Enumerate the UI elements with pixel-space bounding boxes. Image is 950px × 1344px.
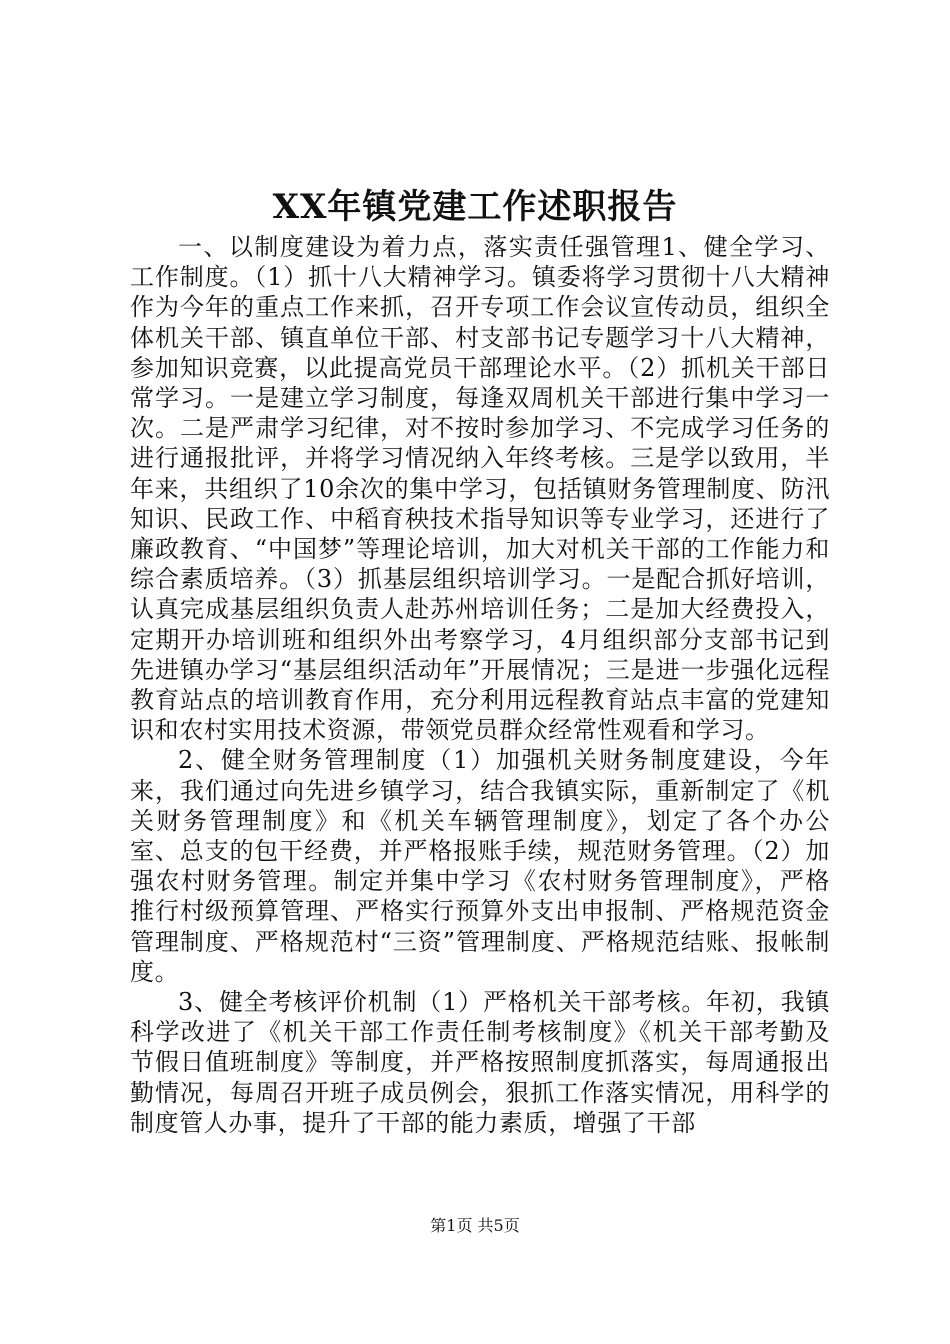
page-footer: 第1页 共5页 <box>430 1216 520 1235</box>
document-body <box>130 232 830 1138</box>
paragraph-3: 3、健全考核评价机制（1）严格机关干部考核。年初，我镇科学改进了《机关干部工作责任制考核制度》《机关干部考勤及节假日值班制度》等制度，并严格按照制度抓落实，每周通报出勤情况，每周召开班子成员例会，狠抓工作落实情况，用科学的制度管人办事，提升了干部的能力素质，增强了干部 <box>130 988 830 1137</box>
paragraph-1: 一、以制度建设为着力点，落实责任强管理1、健全学习、工作制度。（1）抓十八大精神学习。镇委将学习贯彻十八大精神作为今年的重点工作来抓，召开专项工作会议宣传动员，组织全体机关干部、镇直单位干部、村支部书记专题学习十八大精神，参加知识竞赛，以此提高党员干部理论水平。（2）抓机关干部日常学习。一是建立学习制度，每逢双周机关干部进行集中学习一次。二是严肃学习纪律，对不按时参加学习、不完成学习任务的进行通报批评，并将学习情况纳入年终考核。三是学以致用，半年来，共组织了10余次的集中学习，包括镇财务管理制度、防汛知识、民政工作、中稻育秧技术指导知识等专业学习，还进行了廉政教育、“中国梦”等理论培训，加大对机关干部的工作能力和综合素质培养。（3）抓基层组织培训学习。一是配合抓好培训，认真完成基层组织负责人赴苏州培训任务；二是加大经费投入，定期开办培训班和组织外出考察学习，4月组织部分支部书记到先进镇办学习“基层组织活动年”开展情况；三是进一步强化远程教育站点的培训教育作用，充分利用远程教育站点丰富的党建知识和农村实用技术资源，带领党员群众经常性观看和学习。 <box>130 233 830 745</box>
document-title: XX年镇党建工作述职报告 <box>272 187 678 227</box>
paragraph-2: 2、健全财务管理制度（1）加强机关财务制度建设，今年来，我们通过向先进乡镇学习，结合我镇实际，重新制定了《机关财务管理制度》和《机关车辆管理制度》，划定了各个办公室、总支的包干经费，并严格报账手续，规范财务管理。（2）加强农村财务管理。制定并集中学习《农村财务管理制度》，严格推行村级预算管理、严格实行预算外支出申报制、严格规范资金管理制度、严格规范村“三资”管理制度、严格规范结账、报帐制度。 <box>130 746 830 986</box>
